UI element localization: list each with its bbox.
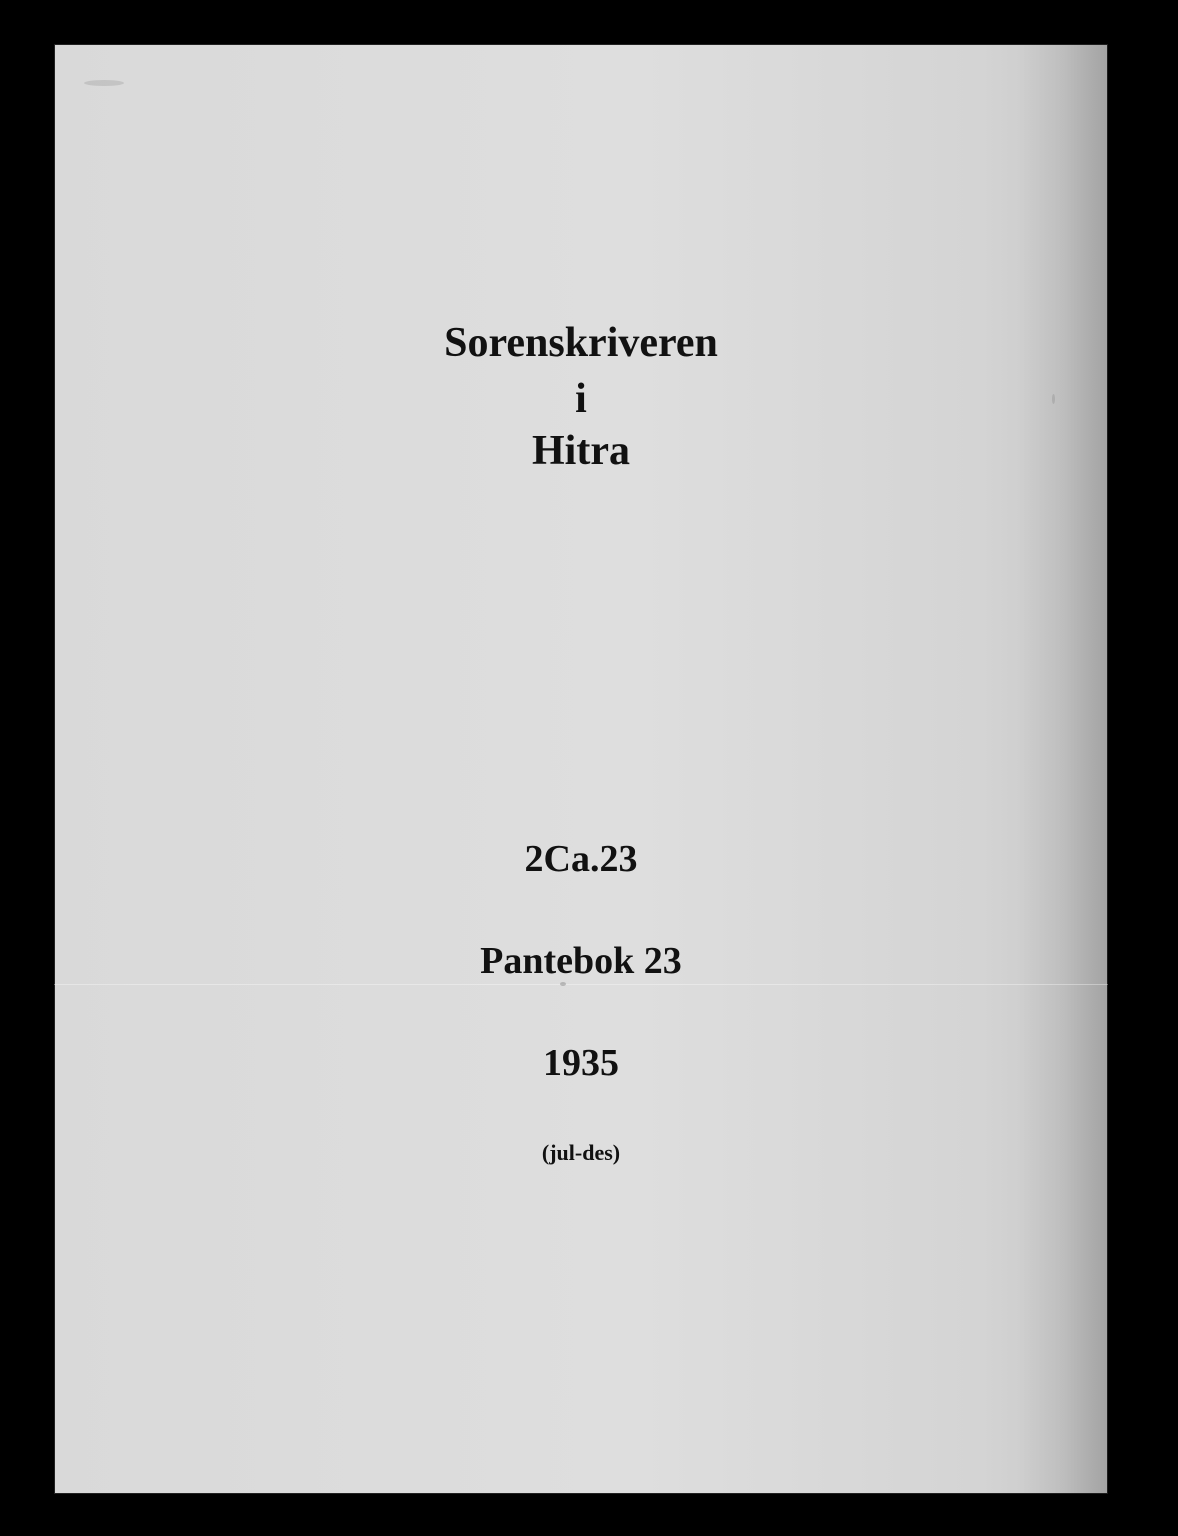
page-edge-shading <box>1018 44 1108 1494</box>
archive-code: 2Ca.23 <box>524 838 638 880</box>
year: 1935 <box>543 1042 619 1084</box>
paper-speck <box>84 80 124 86</box>
volume-title: Pantebok 23 <box>480 940 682 982</box>
period: (jul-des) <box>541 1140 621 1165</box>
title-line-3: Hitra <box>532 428 630 474</box>
paper-speck <box>560 982 566 986</box>
title-line-1: Sorenskriveren <box>444 320 718 366</box>
document-page <box>54 44 1108 1494</box>
page-crease <box>54 984 1108 985</box>
title-line-2: i <box>575 376 587 422</box>
